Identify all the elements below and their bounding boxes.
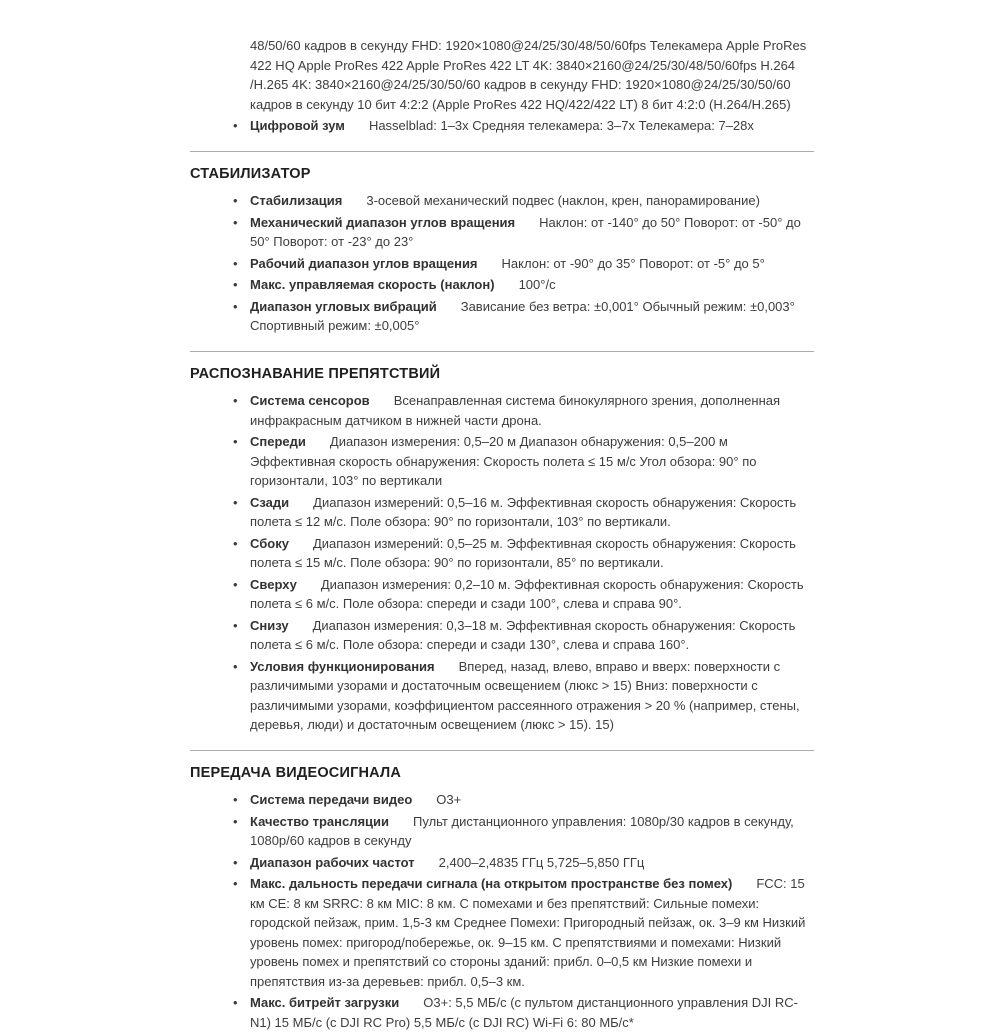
spec-value: Диапазон измерений: 0,5–16 м. Эффективная скорость обнаружения: Скорость полета ≤ 12 м/с. Поле обзора: 90° по горизонтали, 103° по вертикали.	[250, 494, 797, 529]
section-title-stabilizer: СТАБИЛИЗАТОР	[190, 165, 311, 182]
spec-label: Сверху	[250, 576, 297, 592]
spec-item-controllable-range	[250, 254, 814, 274]
spec-label: Механический диапазон углов вращения	[250, 214, 516, 230]
spec-item-digital-zoom	[250, 116, 814, 136]
spec-label: Макс. управляемая скорость (наклон)	[250, 277, 495, 292]
transmission-spec-list	[190, 790, 814, 1032]
spec-value: Наклон: от -90° до 35° Поворот: от -5° до 5°	[501, 255, 765, 271]
spec-value: Hasselblad: 1–3x Средняя телекамера: 3–7x Телекамера: 7–28x	[368, 118, 754, 133]
spec-item-lateral	[250, 534, 814, 573]
spec-value: Вперед, назад, влево, вправо и вверх: поверхности с различимыми узорами и достаточным освещением (люкс > 15) Вниз: поверхности с различимыми узорами, коэффициентом рассеянного отражения > 20 % (например, стены, деревья, люди) и достаточным освещением (люкс > 15). 15)	[250, 658, 800, 732]
spec-value: 3-осевой механический подвес (наклон, крен, панорамирование)	[366, 193, 760, 208]
spec-value: 100°/с	[518, 277, 556, 292]
spec-item-angular-vibration	[250, 297, 814, 336]
spec-item-live-view-quality	[250, 812, 814, 851]
spec-item-sensing-system	[250, 391, 814, 430]
section-title-video-transmission: ПЕРЕДАЧА ВИДЕОСИГНАЛА	[190, 764, 402, 781]
spec-label: Сзади	[250, 494, 290, 510]
spec-item-backward	[250, 493, 814, 532]
section-divider	[190, 750, 814, 751]
intro-spec-list	[190, 116, 814, 136]
spec-label: Рабочий диапазон углов вращения	[250, 255, 478, 271]
spec-label: Диапазон рабочих частот	[250, 854, 415, 870]
spec-value: 2,400–2,4835 ГГц 5,725–5,850 ГГц	[438, 854, 645, 870]
spec-item-forward	[250, 432, 814, 491]
spec-label: Сбоку	[250, 535, 289, 551]
spec-label: Качество трансляции	[250, 813, 390, 829]
obstacle-spec-list	[190, 391, 814, 735]
spec-item-transmission-system	[250, 790, 814, 810]
spec-label: Спереди	[250, 434, 306, 449]
spec-item-stabilization	[250, 191, 814, 211]
spec-label: Система сенсоров	[250, 393, 370, 408]
spec-item-downward	[250, 616, 814, 655]
spec-label: Система передачи видео	[250, 792, 413, 807]
section-divider	[190, 351, 814, 352]
section-title-obstacle-sensing: РАСПОЗНАВАНИЕ ПРЕПЯТСТВИЙ	[190, 365, 441, 382]
spec-item-frequency-range	[250, 853, 814, 873]
spec-label: Цифровой зум	[250, 118, 345, 133]
spec-value: Диапазон измерений: 0,5–25 м. Эффективная скорость обнаружения: Скорость полета ≤ 15 м/с. Поле обзора: 90° по горизонтали, 85° по вертикали.	[250, 535, 796, 570]
stabilizer-spec-list	[190, 191, 814, 336]
spec-value: O3+	[436, 792, 462, 807]
spec-label: Диапазон угловых вибраций	[250, 298, 437, 314]
video-resolution-continuation-text: 48/50/60 кадров в секунду FHD: 1920×1080@24/25/30/48/50/60fps Телекамера Apple ProRes 422 HQ Apple ProRes 422 Apple ProRes 422 LT 4K: 3840×2160@24/25/30/48/50/60fps H.264 /H.265 4K: 3840×2160@24/25/30/50/60 кадров в секунду FHD: 1920×1080@24/25/30/50/60 кадров в секунду 10 бит 4:2:2 (Apple ProRes 422 HQ/422/422 LT) 8 бит 4:2:0 (H.264/H.265)	[250, 38, 807, 112]
spec-value: FCC: 15 км CE: 8 км SRRC: 8 км MIC: 8 км. С помехами и без препятствий: Сильные помехи: городской пейзаж, прим. 1,5-3 км Среднее Помехи: Пригородный пейзаж, ок. 3–9 км Низкий уровень помех: пригород/побережье, ок. 9–15 км. С препятствиями и помехами: Низкий уровень помех и препятствий со стороны зданий: прибл. 0–0,5 км Низкие помехи и препятствия из-за деревьев: прибл. 0,5–3 км.	[250, 876, 806, 989]
spec-value: Всенаправленная система бинокулярного зрения, дополненная инфракрасным датчиком в нижней части дрона.	[250, 393, 781, 428]
spec-item-max-download-bitrate	[250, 993, 814, 1032]
spec-value: Наклон: от -140° до 50° Поворот: от -50° до 50° Поворот: от -23° до 23°	[250, 214, 801, 249]
spec-value: Зависание без ветра: ±0,001° Обычный режим: ±0,003° Спортивный режим: ±0,005°	[250, 298, 795, 333]
spec-item-max-transmission-distance	[250, 874, 814, 991]
spec-item-operating-environment	[250, 657, 814, 735]
spec-label: Стабилизация	[250, 193, 343, 208]
spec-value: Диапазон измерения: 0,3–18 м. Эффективная скорость обнаружения: Скорость полета ≤ 6 м/с. Поле обзора: спереди и сзади 130°, слева и справа 160°.	[250, 617, 796, 652]
spec-item-mechanical-range	[250, 213, 814, 252]
spec-value: Диапазон измерения: 0,2–10 м. Эффективная скорость обнаружения: Скорость полета ≤ 6 м/с. Поле обзора: спереди и сзади 100°, слева и справа 90°.	[250, 576, 804, 611]
spec-label: Макс. битрейт загрузки	[250, 995, 400, 1010]
spec-value: Пульт дистанционного управления: 1080p/30 кадров в секунду, 1080p/60 кадров в секунду	[250, 813, 794, 848]
spec-label: Снизу	[250, 617, 289, 633]
spec-value: Диапазон измерения: 0,5–20 м Диапазон обнаружения: 0,5–200 м Эффективная скорость обнаружения: Скорость полета ≤ 15 м/с Угол обзора: 90° по горизонтали, 103° по вертикали	[250, 434, 757, 488]
spec-item-max-control-speed	[250, 275, 814, 295]
spec-item-upward	[250, 575, 814, 614]
spec-label: Макс. дальность передачи сигнала (на открытом пространстве без помех)	[250, 876, 733, 891]
section-divider	[190, 151, 814, 152]
spec-value: O3+: 5,5 МБ/с (с пультом дистанционного управления DJI RC-N1) 15 МБ/с (с DJI RC Pro) 5,5 МБ/с (с DJI RC) Wi-Fi 6: 80 МБ/с*	[250, 995, 798, 1030]
spec-label: Условия функционирования	[250, 658, 435, 674]
